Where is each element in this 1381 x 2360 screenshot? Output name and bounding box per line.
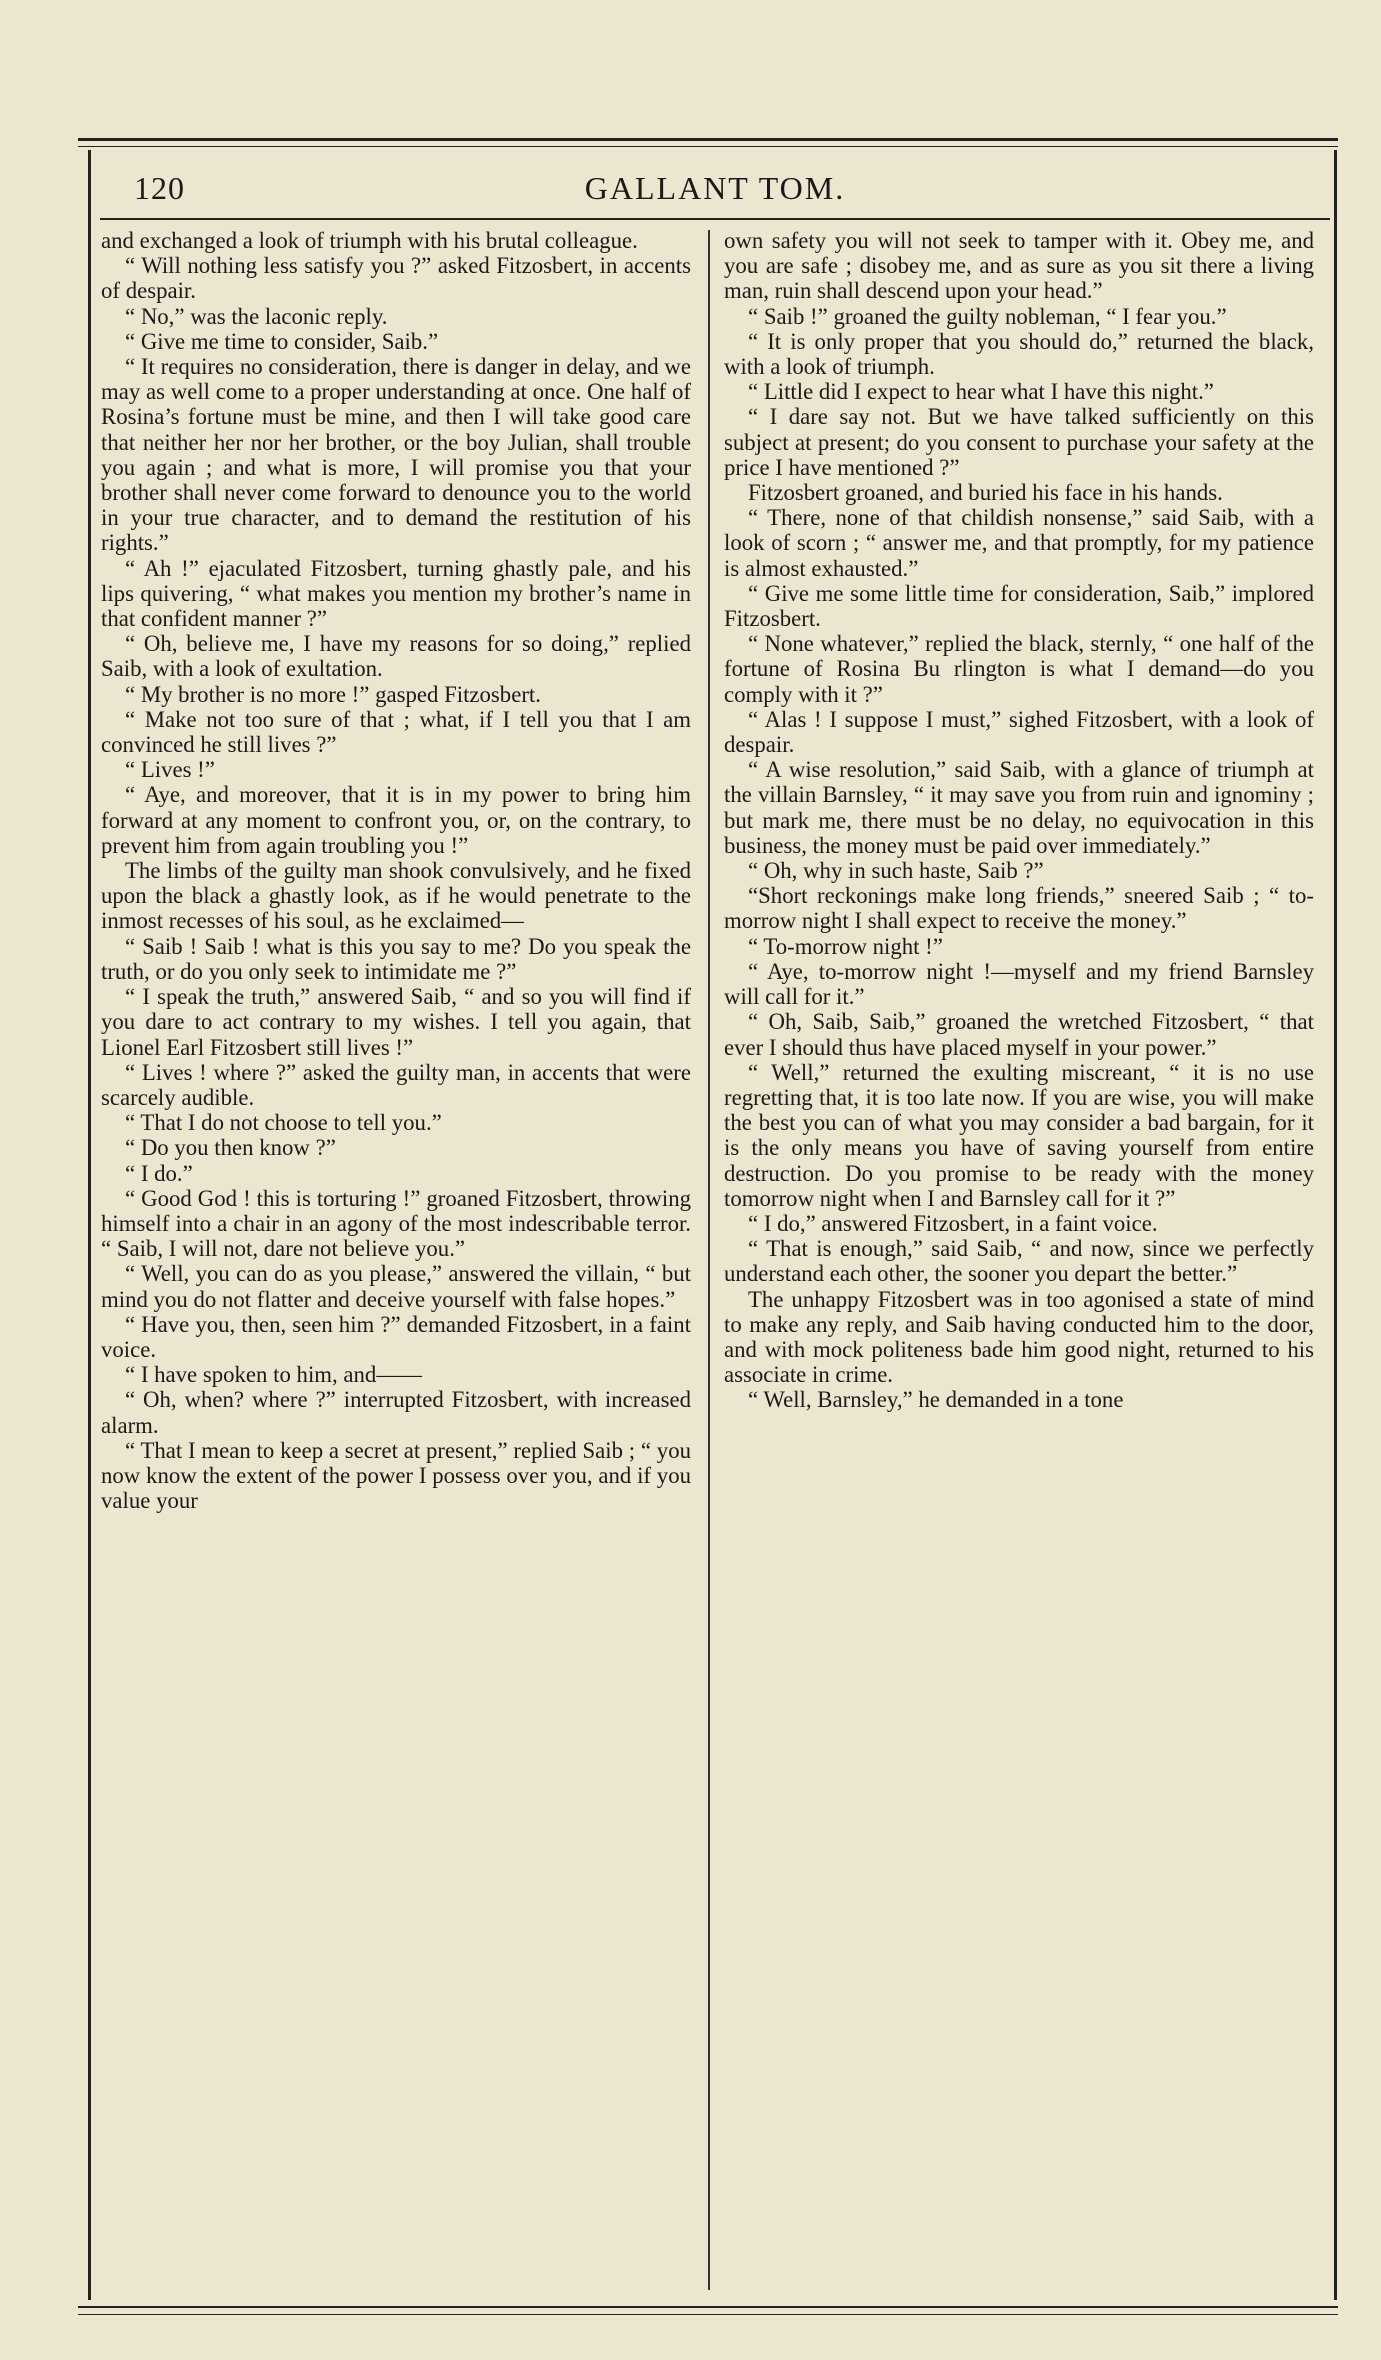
paragraph: “ I do,” answered Fitzosbert, in a faint voice. — [748, 1210, 1158, 1236]
paragraph: “ Oh, Saib, Saib,” groaned the wretched Fitzosbert, “ that ever I should thus have placed myself in your power.” — [724, 1009, 1314, 1060]
bottom-border-rule — [78, 2306, 1338, 2308]
paragraph: “ Will nothing less satisfy you ?” asked Fitzosbert, in accents of despair. — [101, 253, 691, 304]
header-rule — [100, 218, 1330, 220]
right-text-column — [724, 228, 1314, 1413]
paragraph: The unhappy Fitzosbert was in too agonised a state of mind to make any reply, and Saib having conducted him to the door, and with mock politeness bade him good night, returned to his associate in crime. — [724, 1286, 1314, 1388]
paragraph: “ Oh, why in such haste, Saib ?” — [748, 858, 1044, 884]
paragraph: “ Have you, then, seen him ?” demanded Fitzosbert, in a faint voice. — [101, 1311, 691, 1362]
paragraph: “ Aye, and moreover, that it is in my power to bring him forward at any moment to confront you, or, on the contrary, to prevent him from again troubling you !” — [101, 782, 691, 858]
paragraph: “ No,” was the laconic reply. — [125, 303, 388, 329]
paragraph: “ Give me some little time for consideration, Saib,” implored Fitzosbert. — [724, 580, 1314, 632]
bottom-border-rule-thin — [78, 2314, 1338, 2315]
paragraph: “ I have spoken to him, and—— — [125, 1362, 422, 1388]
paragraph: “ I speak the truth,” answered Saib, “ and so you will find if you dare to act contrary to my wishes. I tell you again, that Lionel Earl Fitzosbert still lives !” — [101, 984, 691, 1060]
paragraph: “ Saib ! Saib ! what is this you say to me? Do you speak the truth, or do you only seek to intimidate me ?” — [101, 933, 691, 984]
page-header — [100, 160, 1330, 210]
paragraph: “Short reckonings make long friends,” sneered Saib ; “ to-morrow night I shall expect to receive the money.” — [724, 883, 1314, 934]
paragraph: “ Well,” returned the exulting miscreant, “ it is no use regretting that, it is too late now. If you are wise, you will make the best you can of what you may consider a bad bargain, for it is the only means you have of saving yourself from entire destruction. Do you promise to be ready with the money tomorrow night when I and Barnsley call for it ?” — [724, 1059, 1314, 1211]
top-border-rule — [78, 138, 1338, 141]
paragraph: “ A wise resolution,” said Saib, with a glance of triumph at the villain Barnsley, “ it may save you from ruin and ignominy ; but mark me, there must be no delay, no equivocation in this business, the money must be paid over immediately.” — [724, 757, 1314, 858]
paragraph: “ Ah !” ejaculated Fitzosbert, turning ghastly pale, and his lips quivering, “ what makes you mention my brother’s name in that confident manner ?” — [101, 555, 691, 632]
paragraph: “ None whatever,” replied the black, sternly, “ one half of the fortune of Rosina Bu rlington is what I demand—do you comply with it ?” — [724, 631, 1314, 707]
column-divider — [708, 230, 710, 2290]
top-border-rule-thin — [78, 146, 1338, 147]
paragraph: own safety you will not seek to tamper with it. Obey me, and you are safe ; disobey me, and as sure as you sit there a living man, ruin shall descend upon your head.” — [724, 228, 1314, 304]
paragraph: “ Do you then know ?” — [125, 1135, 336, 1161]
paragraph: “ Alas ! I suppose I must,” sighed Fitzosbert, with a look of despair. — [724, 706, 1314, 758]
paragraph: “ Well, you can do as you please,” answered the villain, “ but mind you do not flatter and deceive yourself with false hopes.” — [101, 1261, 691, 1312]
paragraph: “ Give me time to consider, Saib.” — [125, 328, 439, 354]
paragraph: “ That is enough,” said Saib, “ and now, since we perfectly understand each other, the sooner you depart the better.” — [724, 1236, 1314, 1287]
paragraph: “ It is only proper that you should do,” returned the black, with a look of triumph. — [724, 328, 1314, 380]
left-border-rule — [88, 150, 91, 2300]
paragraph: “ That I mean to keep a secret at present,” replied Saib ; “ you now know the extent of the power I possess over you, and if you value your — [101, 1437, 691, 1514]
paragraph: “ Make not too sure of that ; what, if I tell you that I am convinced he still lives ?” — [101, 706, 691, 758]
paragraph: “ Lives ! where ?” asked the guilty man, in accents that were scarcely audible. — [101, 1059, 691, 1110]
paragraph: “ Aye, to-morrow night !—myself and my friend Barnsley will call for it.” — [724, 958, 1314, 1010]
paragraph: “ That I do not choose to tell you.” — [125, 1110, 442, 1136]
paragraph: “ Oh, when? where ?” interrupted Fitzosbert, with increased alarm. — [101, 1387, 691, 1438]
paragraph: “ Little did I expect to hear what I have this night.” — [748, 379, 1214, 405]
paragraph: “ Good God ! this is torturing !” groaned Fitzosbert, throwing himself into a chair in an agony of the most indescribable terror. “ Saib, I will not, dare not believe you.” — [101, 1185, 691, 1262]
paragraph: “ My brother is no more !” gasped Fitzosbert. — [125, 681, 541, 707]
paragraph: and exchanged a look of triumph with his brutal colleague. — [101, 228, 638, 253]
paragraph: “ Oh, believe me, I have my reasons for so doing,” replied Saib, with a look of exultation. — [101, 631, 691, 682]
paragraph: The limbs of the guilty man shook convulsively, and he fixed upon the black a ghastly look, as if he would penetrate to the inmost recesses of his soul, as he exclaimed— — [101, 858, 691, 934]
paragraph: “ There, none of that childish nonsense,” said Saib, with a look of scorn ; “ answer me, and that promptly, for my patience is almost exhausted.” — [724, 505, 1314, 581]
page-number: 120 — [134, 170, 185, 206]
left-text-column — [101, 228, 691, 1513]
paragraph: “ Lives !” — [125, 757, 215, 783]
paragraph: “ I do.” — [125, 1160, 193, 1186]
paragraph: “ To-morrow night !” — [748, 933, 943, 959]
right-border-rule — [1334, 150, 1337, 2300]
paragraph: “ Well, Barnsley,” he demanded in a tone — [748, 1387, 1124, 1413]
paragraph: “ It requires no consideration, there is danger in delay, and we may as well come to a proper understanding at once. One half of Rosina’s fortune must be mine, and then I will take good care that neither her nor her brother, or the boy Julian, shall trouble you again ; and what is more, I will promise you that your brother shall never come forward to denounce you to the world in your true character, and to demand the restitution of his rights.” — [101, 354, 691, 556]
paragraph: “ Saib !” groaned the guilty nobleman, “ I fear you.” — [748, 303, 1227, 329]
paragraph: Fitzosbert groaned, and buried his face in his hands. — [748, 480, 1223, 506]
running-title: GALLANT TOM. — [584, 170, 846, 206]
paragraph: “ I dare say not. But we have talked sufficiently on this subject at present; do you consent to purchase your safety at the price I have mentioned ?” — [724, 404, 1314, 480]
